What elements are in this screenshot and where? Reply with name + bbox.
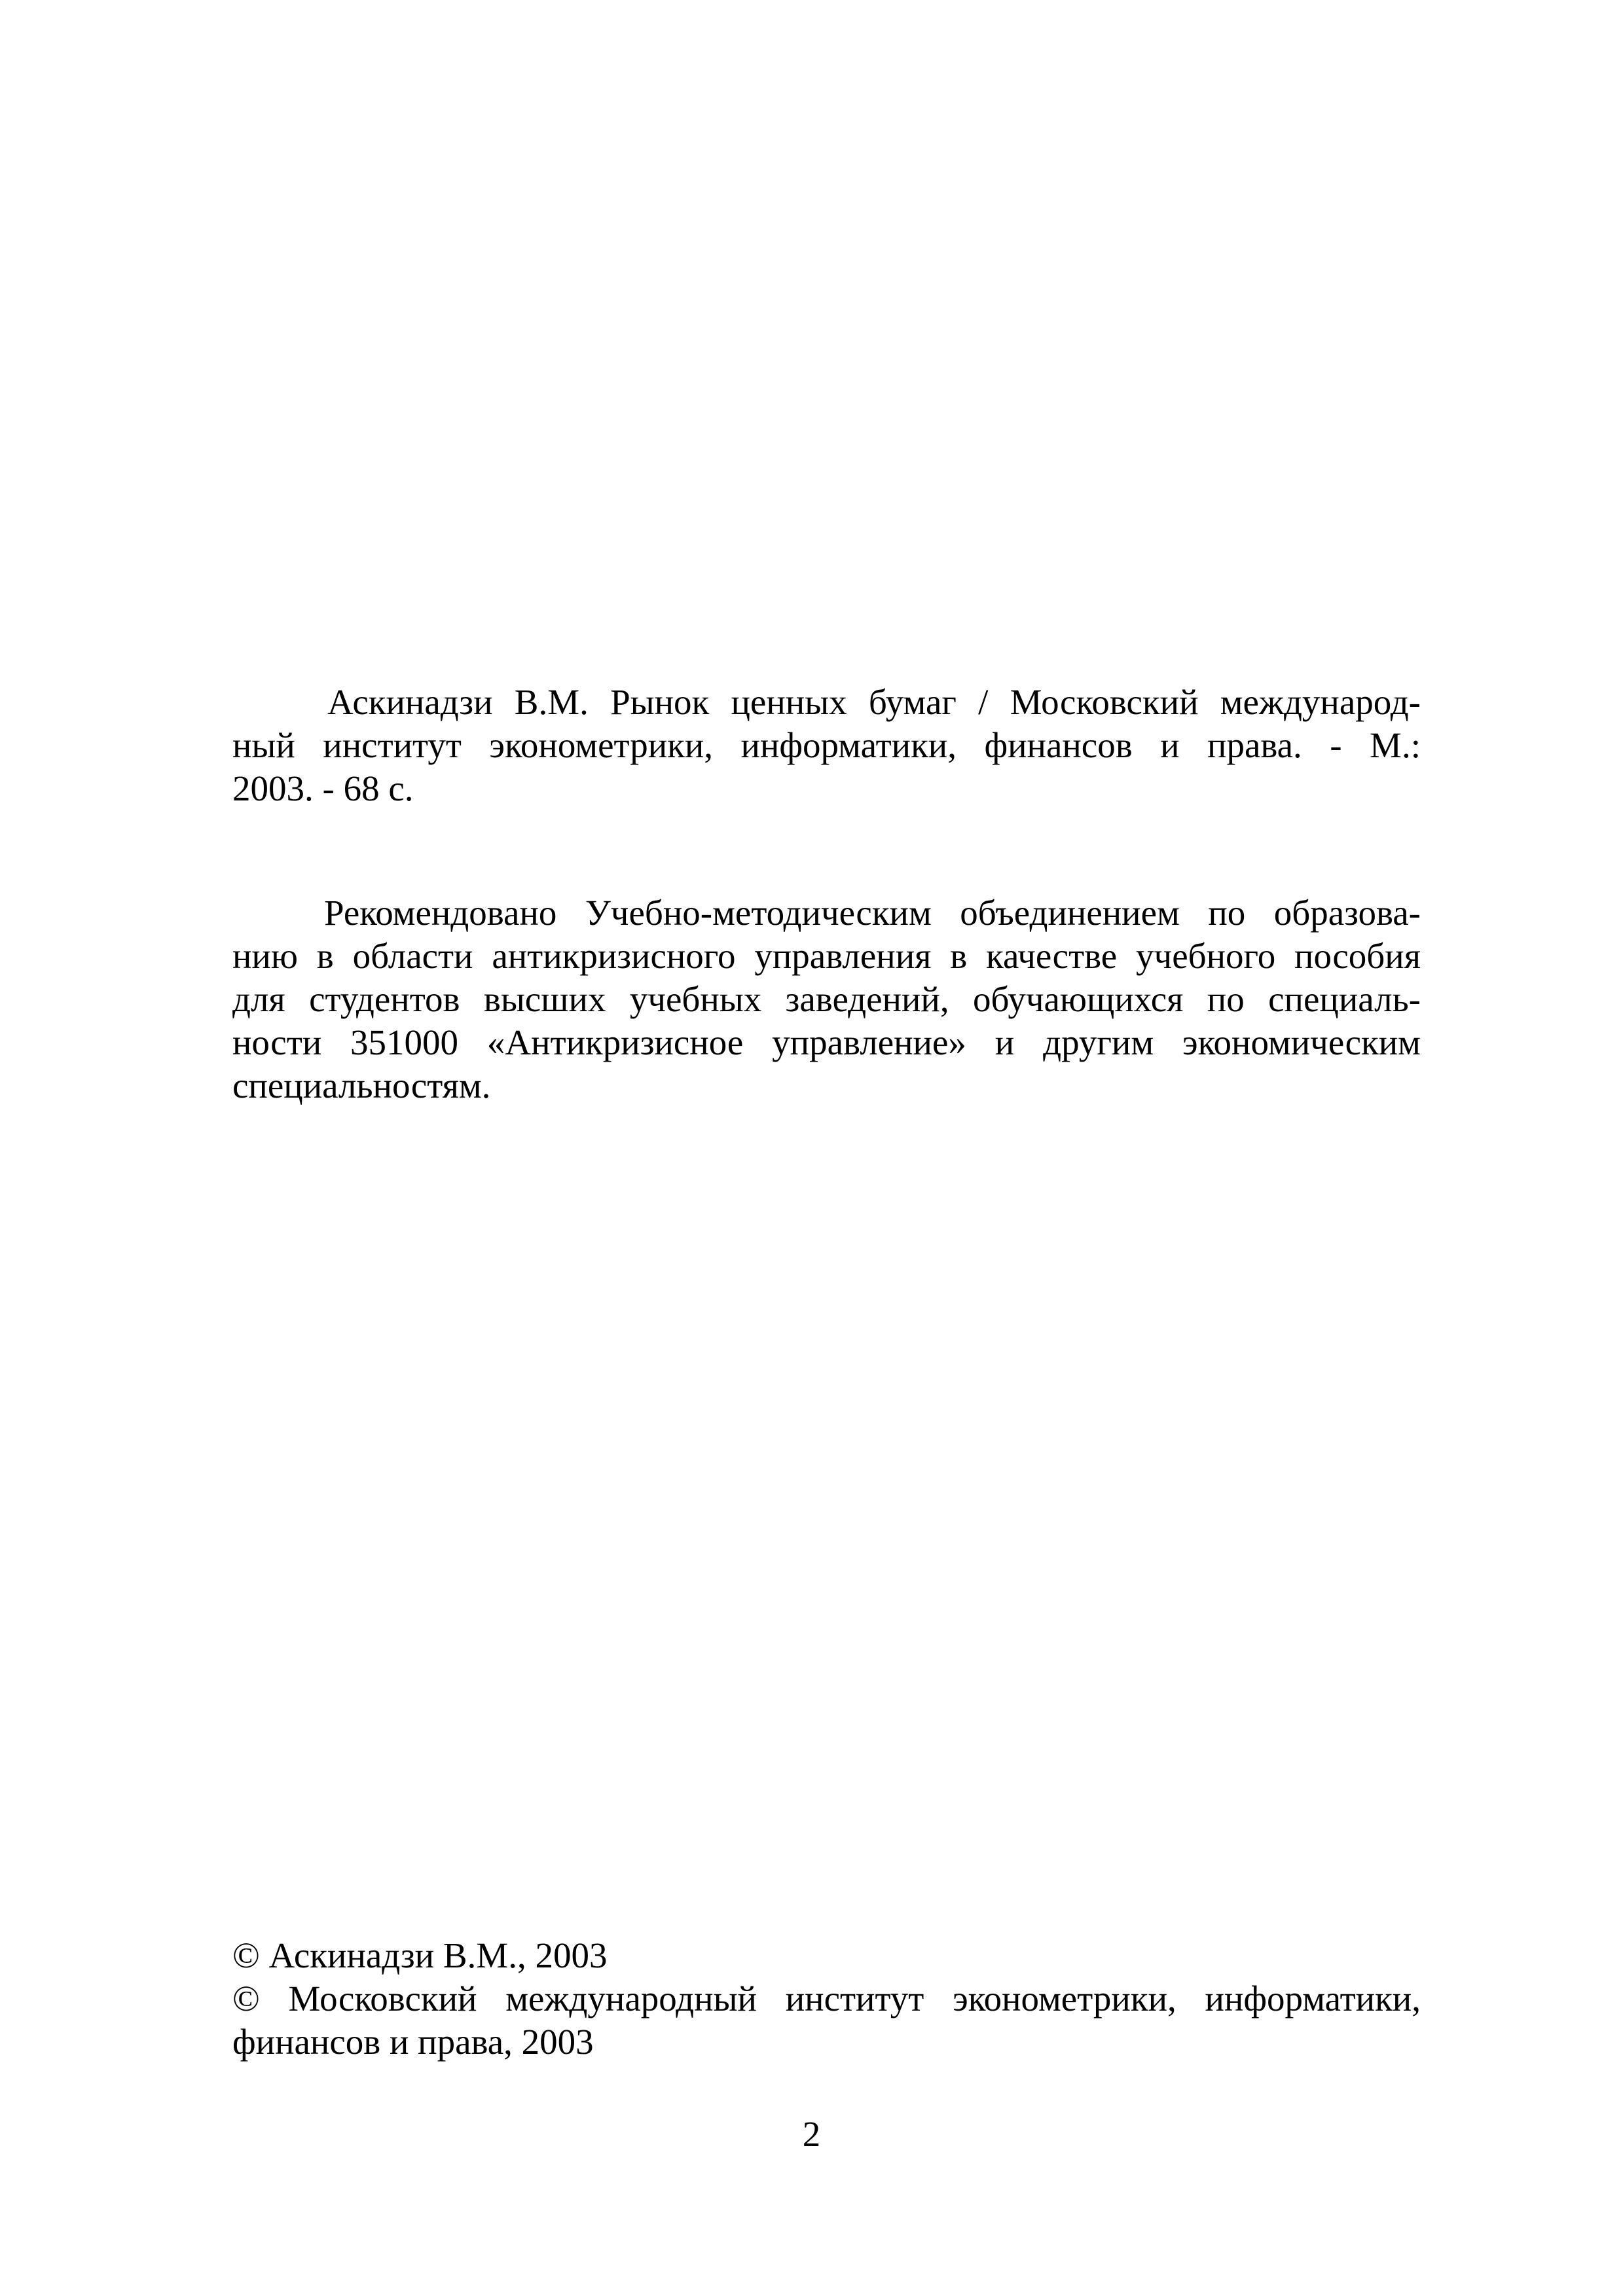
copyright-line-author: © Аскинадзи В.М., 2003	[232, 1935, 608, 1975]
bibliographic-entry-line: ный институт эконометрики, информатики, финансов и права. - М.:	[232, 725, 1421, 765]
recommendation-paragraph	[232, 891, 1421, 1107]
recommendation-line: специальностям.	[232, 1066, 491, 1105]
page-number: 2	[802, 2114, 821, 2154]
bibliographic-entry-line: 2003. - 68 с.	[232, 768, 414, 808]
bibliographic-entry	[232, 681, 1421, 810]
copyright-line-institute: © Московский международный институт эконометрики, информатики,	[232, 1979, 1421, 2018]
bibliographic-entry-line: Аскинадзи В.М. Рынок ценных бумаг / Московский международ-	[327, 682, 1421, 722]
recommendation-line: для студентов высших учебных заведений, обучающихся по специаль-	[232, 979, 1421, 1019]
recommendation-line: ности 351000 «Антикризисное управление» и другим экономическим	[232, 1022, 1421, 1062]
copyright-line-institute-continued: финансов и права, 2003	[232, 2022, 594, 2062]
recommendation-line: Рекомендовано Учебно-методическим объединением по образова-	[324, 893, 1421, 933]
copyright-notice	[232, 1934, 1421, 2064]
recommendation-line: нию в области антикризисного управления в качестве учебного пособия	[232, 936, 1421, 976]
